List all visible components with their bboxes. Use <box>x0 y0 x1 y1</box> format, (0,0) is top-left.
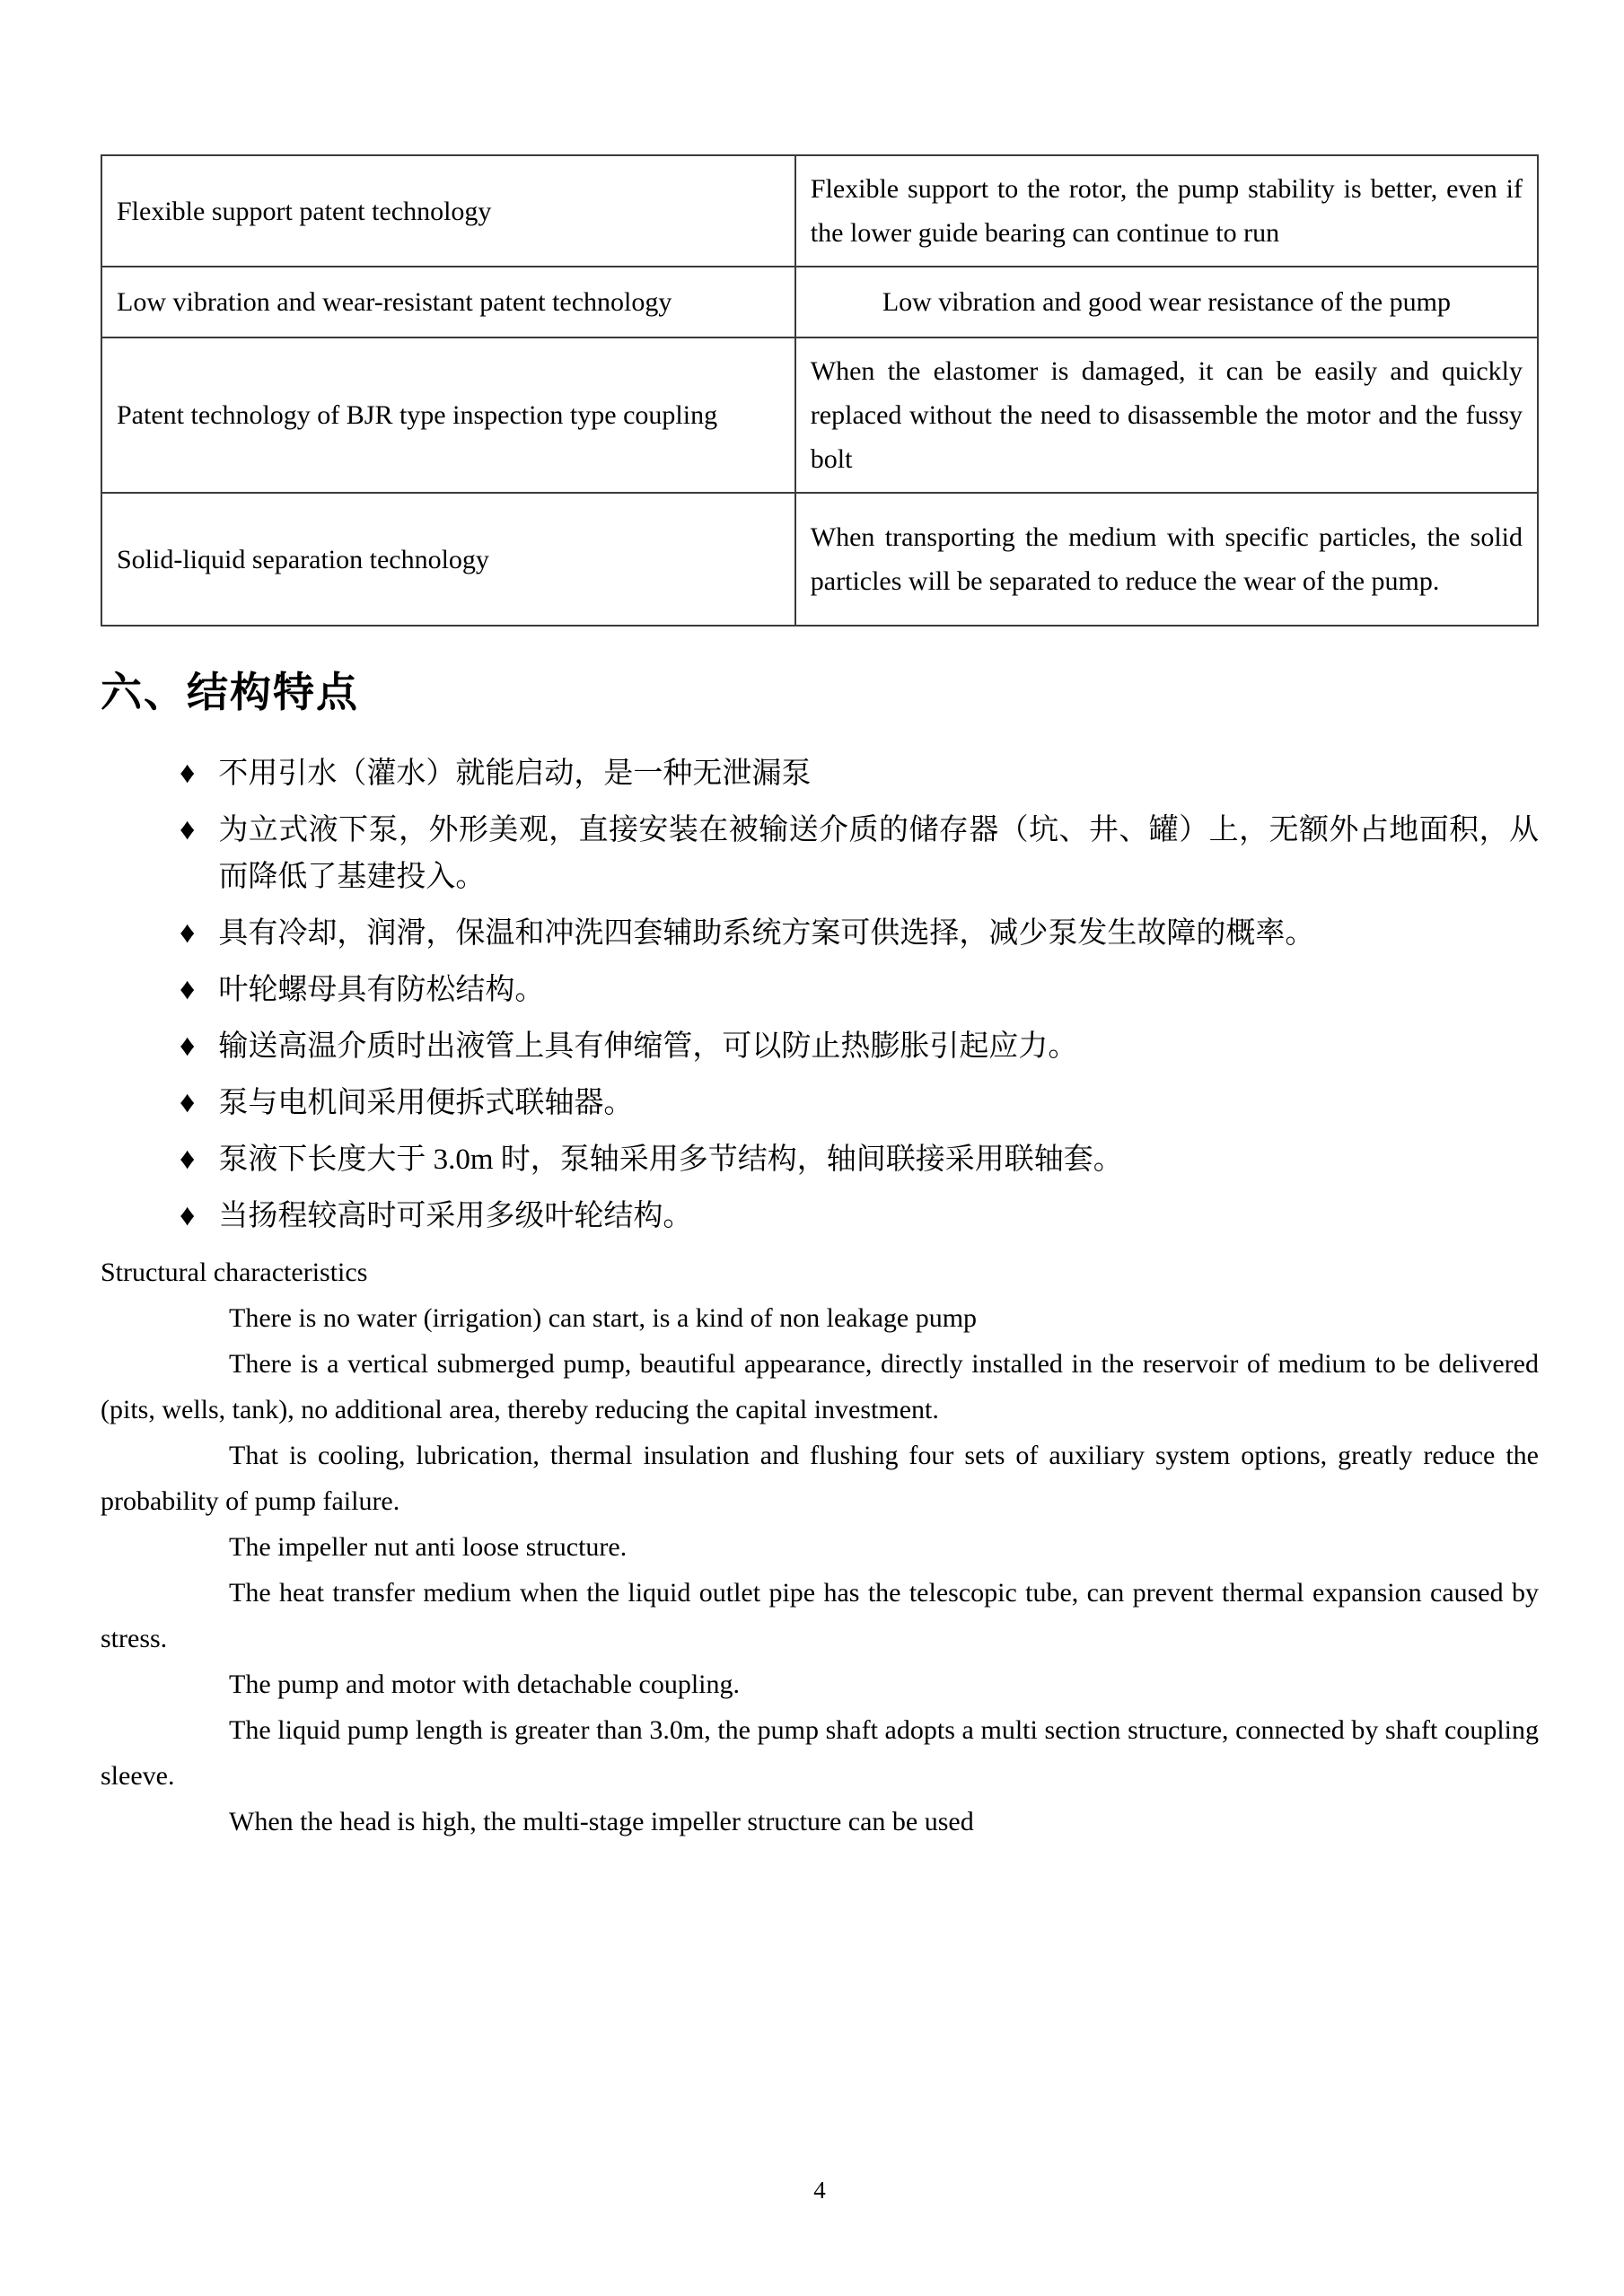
english-paragraph: The pump and motor with detachable coupling. <box>229 1669 741 1699</box>
diamond-bullet-icon: ♦ <box>180 813 196 846</box>
list-item <box>180 807 1539 900</box>
feature-item-text: 当扬程较高时可采用多级叶轮结构。 <box>218 1200 693 1232</box>
diamond-bullet-icon: ♦ <box>180 973 196 1006</box>
feature-item-text: 叶轮螺母具有防松结构。 <box>218 974 545 1006</box>
english-paragraph: There is a vertical submerged pump, beautiful appearance, directly installed in the reservoir of medium to be delivered (pits, wells, tank), no additional area, thereby reducing the capital investment. <box>101 1349 1539 1424</box>
diamond-bullet-icon: ♦ <box>180 757 196 790</box>
feature-list <box>101 750 1539 1240</box>
table-cell-feature: Low vibration and wear-resistant patent technology <box>101 267 795 337</box>
table-row <box>101 337 1538 493</box>
table-cell-feature: Solid-liquid separation technology <box>101 493 795 626</box>
feature-item-text: 为立式液下泵，外形美观，直接安装在被输送介质的储存器（坑、井、罐）上，无额外占地面积，从而降低了基建投入。 <box>218 814 1539 893</box>
feature-item-text: 泵与电机间采用便拆式联轴器。 <box>218 1087 634 1119</box>
english-paragraph: There is no water (irrigation) can start, is a kind of non leakage pump <box>229 1303 978 1333</box>
page-number: 4 <box>813 2177 826 2204</box>
diamond-bullet-icon: ♦ <box>180 1030 196 1063</box>
table-row <box>101 155 1538 267</box>
content-area <box>101 154 1539 1845</box>
table-cell-description: When transporting the medium with specific particles, the solid particles will be separated to reduce the wear of the pump. <box>795 493 1538 626</box>
diamond-bullet-icon: ♦ <box>180 1143 196 1176</box>
diamond-bullet-icon: ♦ <box>180 1199 196 1232</box>
english-paragraph: When the head is high, the multi-stage impeller structure can be used <box>229 1807 974 1836</box>
table-row <box>101 267 1538 337</box>
table-cell-feature: Flexible support patent technology <box>101 155 795 267</box>
english-translation-block <box>101 1249 1539 1845</box>
table-cell-description: When the elastomer is damaged, it can be easily and quickly replaced without the need to disassemble the motor and the fussy bolt <box>795 337 1538 493</box>
list-item <box>180 1023 1539 1070</box>
english-paragraph: That is cooling, lubrication, thermal insulation and flushing four sets of auxiliary system options, greatly reduce the probability of pump failure. <box>101 1441 1539 1516</box>
section-heading: 六、结构特点 <box>101 669 359 715</box>
list-item <box>180 750 1539 797</box>
table-cell-description: Low vibration and good wear resistance of the pump <box>795 267 1538 337</box>
english-paragraph: The liquid pump length is greater than 3.0m, the pump shaft adopts a multi section structure, connected by shaft coupling sleeve. <box>101 1715 1539 1791</box>
diamond-bullet-icon: ♦ <box>180 916 196 950</box>
list-item <box>180 1080 1539 1126</box>
english-paragraph: The impeller nut anti loose structure. <box>229 1532 628 1562</box>
list-item <box>180 1136 1539 1183</box>
table-cell-feature: Patent technology of BJR type inspection type coupling <box>101 337 795 493</box>
feature-item-text: 泵液下长度大于 3.0m 时，泵轴采用多节结构，轴间联接采用联轴套。 <box>218 1144 1123 1176</box>
feature-item-text: 输送高温介质时出液管上具有伸缩管，可以防止热膨胀引起应力。 <box>218 1030 1078 1063</box>
list-item <box>180 1193 1539 1240</box>
feature-item-text: 具有冷却，润滑，保温和冲洗四套辅助系统方案可供选择，减少泵发生故障的概率。 <box>218 917 1315 950</box>
table-cell-description: Flexible support to the rotor, the pump stability is better, even if the lower guide bearing can continue to run <box>795 155 1538 267</box>
patent-technology-table <box>101 154 1539 627</box>
list-item <box>180 967 1539 1013</box>
feature-item-text: 不用引水（灌水）就能启动，是一种无泄漏泵 <box>218 758 812 790</box>
table-row <box>101 493 1538 626</box>
diamond-bullet-icon: ♦ <box>180 1086 196 1119</box>
english-paragraph: The heat transfer medium when the liquid outlet pipe has the telescopic tube, can prevent thermal expansion caused by stress. <box>101 1578 1539 1653</box>
english-title: Structural characteristics <box>101 1258 368 1287</box>
list-item <box>180 910 1539 957</box>
